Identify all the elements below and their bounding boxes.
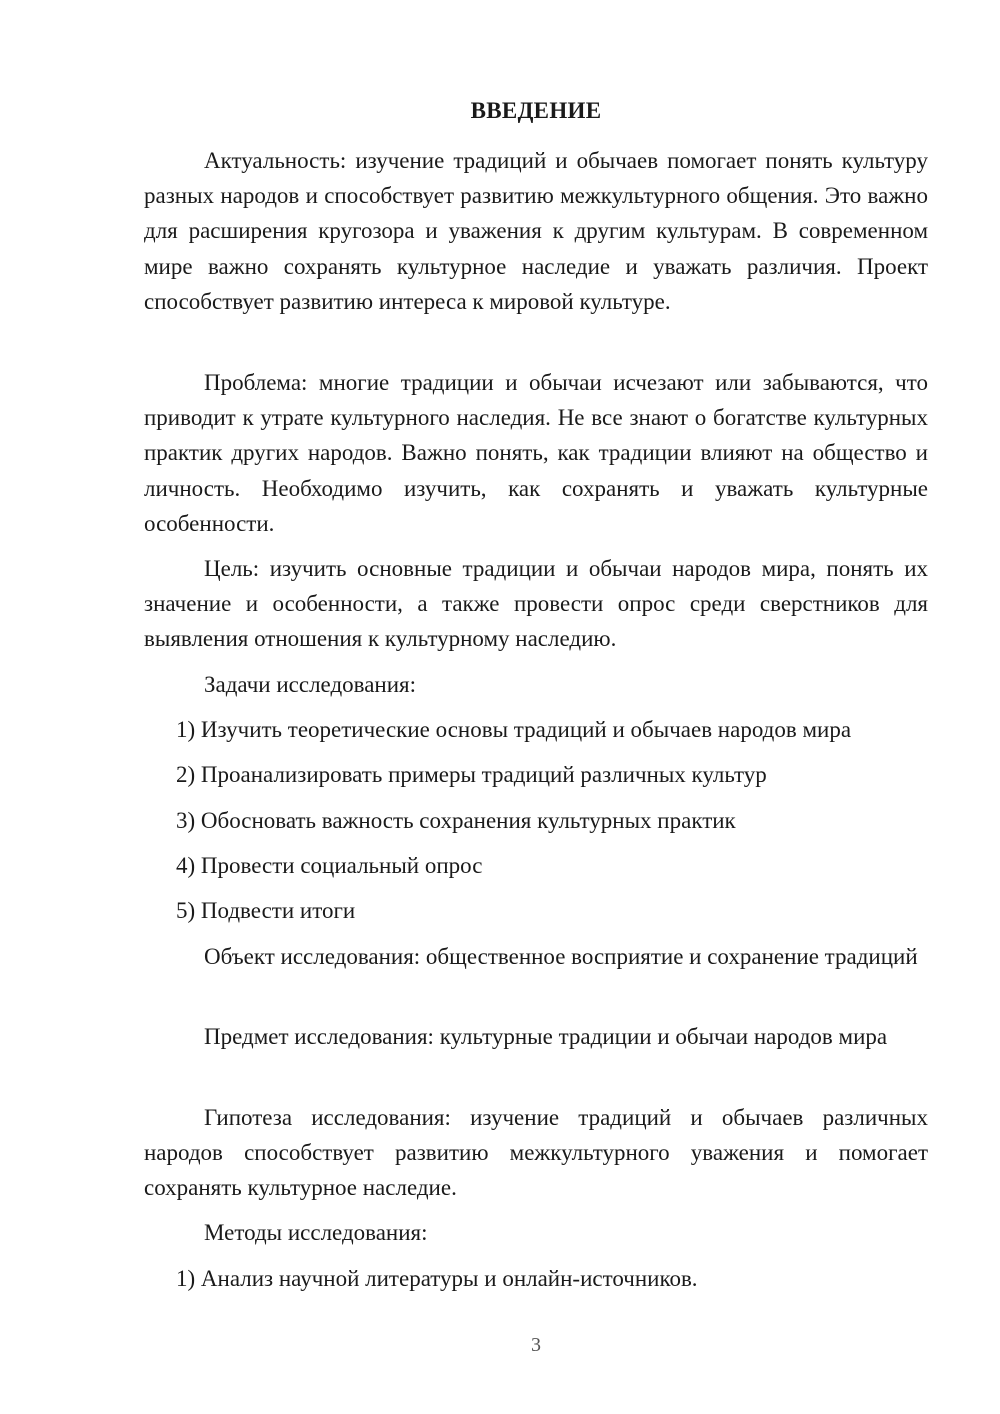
goal-paragraph: Цель: изучить основные традиции и обычаи народов мира, понять их значение и особенности, а также провести опрос среди сверстников для выявления отношения к культурному наследию.	[144, 556, 928, 652]
task-item: 4) Провести социальный опрос	[176, 853, 483, 878]
page-number: 3	[531, 1334, 541, 1356]
relevance-paragraph: Актуальность: изучение традиций и обычаев помогает понять культуру разных народов и способствует развитию межкультурного общения. Это важно для расширения кругозора и уважения к другим культурам. В современном мире важно сохранять культурное наследие и уважать различия. Проект способствует развитию интереса к мировой культуре.	[144, 148, 928, 314]
task-item: 5) Подвести итоги	[176, 898, 356, 923]
object-paragraph: Объект исследования: общественное восприятие и сохранение традиций	[204, 944, 918, 969]
document-page	[144, 0, 928, 1414]
method-item: 1) Анализ научной литературы и онлайн-источников.	[176, 1266, 698, 1291]
task-item: 3) Обосновать важность сохранения культурных практик	[176, 808, 736, 833]
page-title: ВВЕДЕНИЕ	[470, 98, 602, 123]
task-item: 2) Проанализировать примеры традиций различных культур	[176, 762, 767, 787]
subject-paragraph: Предмет исследования: культурные традиции и обычаи народов мира	[204, 1024, 888, 1049]
hypothesis-paragraph: Гипотеза исследования: изучение традиций и обычаев различных народов способствует развитию межкультурного уважения и помогает сохранять культурное наследие.	[144, 1105, 928, 1201]
problem-paragraph: Проблема: многие традиции и обычаи исчезают или забываются, что приводит к утрате культурного наследия. Не все знают о богатстве культурных практик других народов. Важно понять, как традиции влияют на общество и личность. Необходимо изучить, как сохранять и уважать культурные особенности.	[144, 370, 928, 536]
tasks-heading: Задачи исследования:	[204, 672, 417, 697]
methods-heading: Методы исследования:	[204, 1220, 428, 1245]
task-item: 1) Изучить теоретические основы традиций и обычаев народов мира	[176, 717, 852, 742]
